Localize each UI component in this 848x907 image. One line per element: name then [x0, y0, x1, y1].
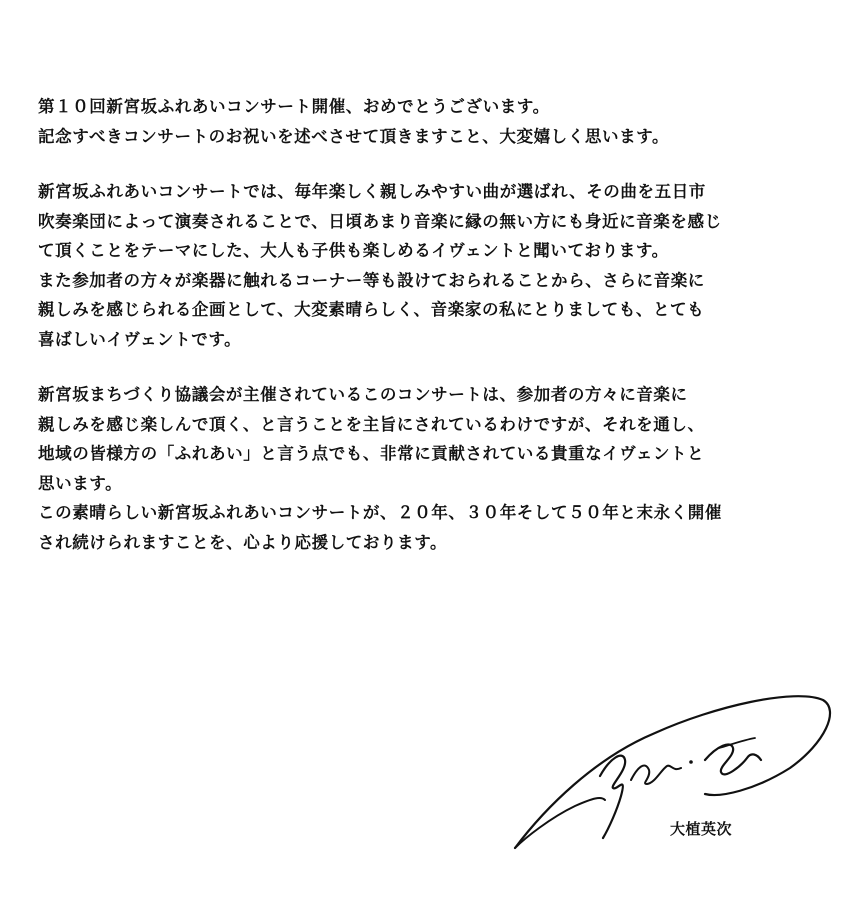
paragraph-closing [38, 380, 828, 557]
paragraph-congratulations [38, 92, 828, 151]
text-line: 親しみを感じ楽しんで頂く、と言うことを主旨にされているわけですが、それを通し、 [38, 414, 705, 434]
text-line: 親しみを感じられる企画として、大変素晴らしく、音楽家の私にとりましても、とても [38, 300, 705, 319]
paragraph-concert-description [38, 177, 828, 354]
text-line: 喜ばしいイヴェントです。 [38, 329, 242, 349]
signer-name: 大植英次 [670, 820, 733, 838]
text-line: 吹奏楽団によって演奏されることで、日頃あまり音楽に縁の無い方にも身近に音楽を感じ [38, 211, 722, 231]
text-line: 思います。 [38, 473, 123, 493]
text-line: て頂くことをテーマにした、大人も子供も楽しめるイヴェントと聞いております。 [38, 241, 669, 260]
text-line: この素晴らしい新宮坂ふれあいコンサートが、２０年、３０年そして５０年と末永く開催 [38, 503, 722, 522]
text-line: され続けられますことを、心より応援しております。 [38, 532, 448, 552]
text-line: 地域の皆様方の「ふれあい」と言う点でも、非常に貢献されている貴重なイヴェントと [38, 444, 705, 463]
text-line: 新宮坂まちづくり協議会が主催されているこのコンサートは、参加者の方々に音楽に [38, 385, 688, 404]
text-line: また参加者の方々が楽器に触れるコーナー等も設けておられることから、さらに音楽に [38, 270, 705, 290]
text-line: 新宮坂ふれあいコンサートでは、毎年楽しく親しみやすい曲が選ばれ、その曲を五日市 [38, 182, 706, 201]
text-line: 記念すべきコンサートのお祝いを述べさせて頂きますこと、大変嬉しく思います。 [38, 126, 670, 146]
text-line: 第１０回新宮坂ふれあいコンサート開催、おめでとうございます。 [38, 97, 550, 116]
letter-body [38, 92, 828, 583]
